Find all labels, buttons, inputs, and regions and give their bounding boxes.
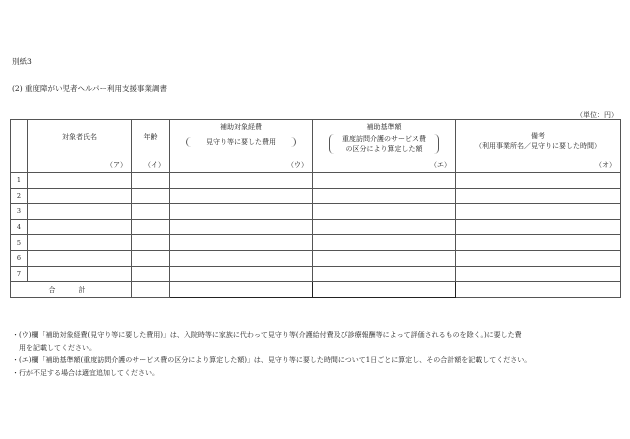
note-2: ・(エ)欄「補助基準額(重度訪問介護のサービス費の区分により算定した額)」は、見守り等に要した時間について1日ごとに算定し、その合計額を記載してください。 (12, 356, 532, 364)
header-remarks-sublabel: （利用事業所名／見守りに要した時間） (475, 142, 601, 150)
header-cost-bracket-text: 見守り等に要した費用 (206, 138, 276, 146)
header-row (11, 120, 621, 173)
age-cell[interactable] (132, 219, 170, 235)
remarks-cell[interactable] (456, 266, 621, 282)
header-name-label: 対象者氏名 (62, 133, 97, 141)
standard-cell[interactable] (313, 173, 456, 189)
header-standard-label: 補助基準額 (366, 123, 402, 131)
cost-cell[interactable] (170, 235, 313, 251)
name-cell[interactable] (28, 204, 132, 220)
note-1-line-1: ・(ウ)欄「補助対象経費(見守り等に要した費用)」は、入院時等に家族に代わって見守り等(介護給付費及び診療報酬等によって評価されるものを除く。)に要した費 (12, 331, 522, 339)
table-row (11, 204, 621, 220)
age-cell[interactable] (132, 266, 170, 282)
cost-cell[interactable] (170, 266, 313, 282)
name-cell[interactable] (28, 266, 132, 282)
header-cost-label: 補助対象経費 (220, 123, 262, 131)
header-standard (313, 120, 456, 173)
table-row (11, 235, 621, 251)
standard-cell[interactable] (313, 266, 456, 282)
attachment-label: 別紙3 (12, 57, 32, 66)
cost-cell[interactable] (170, 219, 313, 235)
header-age-label: 年齢 (143, 133, 158, 141)
unit-label: （単位：円） (576, 111, 618, 119)
cost-cell[interactable] (170, 188, 313, 204)
header-cost-bracket (186, 137, 296, 147)
table-row (11, 250, 621, 266)
standard-cell[interactable] (313, 235, 456, 251)
total-standard-cell[interactable] (313, 282, 456, 298)
total-age-cell (132, 282, 170, 298)
standard-cell[interactable] (313, 204, 456, 220)
row-number: 7 (11, 266, 28, 282)
standard-cell[interactable] (313, 188, 456, 204)
table-row (11, 266, 621, 282)
row-number: 2 (11, 188, 28, 204)
total-label: 合 計 (11, 282, 132, 298)
header-cost-code: （ウ） (287, 161, 308, 169)
remarks-cell[interactable] (456, 250, 621, 266)
name-cell[interactable] (28, 219, 132, 235)
age-cell[interactable] (132, 235, 170, 251)
header-age-code: （イ） (144, 161, 165, 169)
header-name (28, 120, 132, 173)
note-1-line-2: 用を記載してください。 (19, 343, 96, 352)
cost-cell[interactable] (170, 173, 313, 189)
header-name-code: （ア） (106, 161, 127, 169)
remarks-cell[interactable] (456, 173, 621, 189)
header-standard-code: （エ） (430, 161, 451, 169)
age-cell[interactable] (132, 204, 170, 220)
table-row (11, 188, 621, 204)
name-cell[interactable] (28, 188, 132, 204)
total-cost-cell[interactable] (170, 282, 313, 298)
header-corner (11, 120, 28, 173)
row-number: 1 (11, 173, 28, 189)
header-standard-bracket (329, 134, 439, 154)
row-number: 4 (11, 219, 28, 235)
name-cell[interactable] (28, 173, 132, 189)
note-3: ・行が不足する場合は適宜追加してください。 (12, 368, 159, 377)
total-row (11, 282, 621, 298)
sheet-title: (2) 重度障がい児者ヘルパー利用支援事業調書 (12, 84, 167, 93)
age-cell[interactable] (132, 250, 170, 266)
remarks-cell[interactable] (456, 204, 621, 220)
cost-cell[interactable] (170, 204, 313, 220)
notes (12, 329, 620, 379)
row-number: 3 (11, 204, 28, 220)
survey-table (10, 119, 621, 298)
remarks-cell[interactable] (456, 188, 621, 204)
remarks-cell[interactable] (456, 219, 621, 235)
header-remarks (456, 120, 621, 173)
cost-cell[interactable] (170, 250, 313, 266)
standard-cell[interactable] (313, 250, 456, 266)
remarks-cell[interactable] (456, 235, 621, 251)
header-age (132, 120, 170, 173)
table-row (11, 219, 621, 235)
header-standard-bracket-line2: の区分により算定した額 (345, 145, 423, 153)
table-row (11, 173, 621, 189)
age-cell[interactable] (132, 173, 170, 189)
header-standard-bracket-line1: 重度訪問介護のサービス費 (342, 135, 426, 143)
row-number: 6 (11, 250, 28, 266)
header-remarks-label: 備考 (531, 132, 545, 140)
header-cost (170, 120, 313, 173)
age-cell[interactable] (132, 188, 170, 204)
name-cell[interactable] (28, 235, 132, 251)
total-remarks-cell (456, 282, 621, 298)
header-remarks-code: （オ） (595, 161, 616, 169)
row-number: 5 (11, 235, 28, 251)
name-cell[interactable] (28, 250, 132, 266)
standard-cell[interactable] (313, 219, 456, 235)
